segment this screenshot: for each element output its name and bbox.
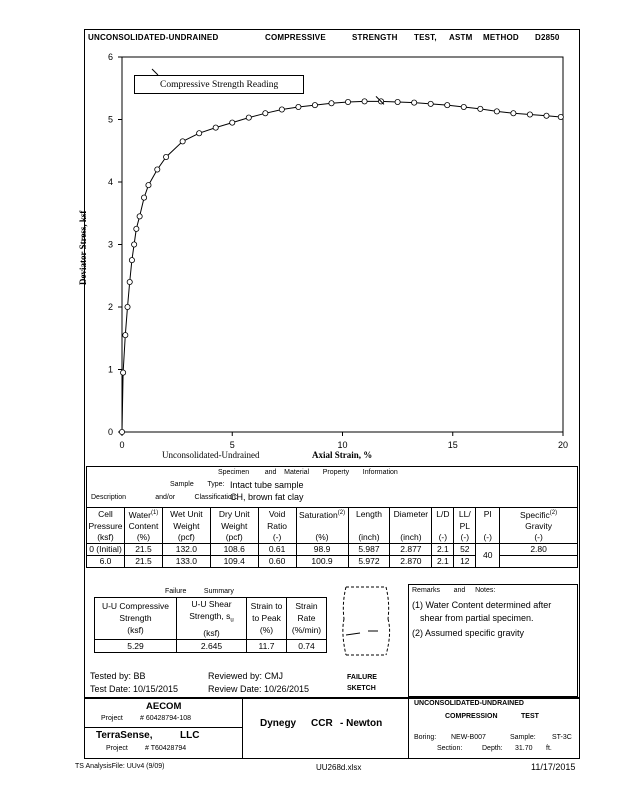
x-axis-label: Axial Strain, % xyxy=(312,450,373,460)
fs-hdr-compressive xyxy=(95,598,177,640)
data-point xyxy=(127,279,132,284)
data-point xyxy=(132,242,137,247)
data-point xyxy=(123,333,128,338)
cell: 52 xyxy=(454,543,476,555)
fs-shear-value: 2.645 xyxy=(177,639,247,652)
data-point xyxy=(141,195,146,200)
depth-value: 31.70 xyxy=(515,745,533,752)
props-header-row xyxy=(87,508,578,521)
data-point xyxy=(279,107,284,112)
data-point xyxy=(146,183,151,188)
hdr-dry-unit: Dry Unit xyxy=(210,508,258,521)
hdr2-wet: Weight xyxy=(162,521,210,532)
specimen-title-w1: Specimen xyxy=(218,469,250,476)
failure-summary-w2: Summary xyxy=(203,588,234,595)
data-point xyxy=(494,109,499,114)
note2-sup-sat: (2) xyxy=(337,510,346,516)
header-word-astm: ASTM xyxy=(449,33,473,42)
remarks-w1: Remarks xyxy=(412,587,441,594)
y-tick-label: 0 xyxy=(107,427,113,437)
y-tick-label: 6 xyxy=(107,52,113,62)
right-title-1: UNCONSOLIDATED-UNDRAINED xyxy=(414,700,524,707)
x-axis-prefix: Unconsolidated-Undrained xyxy=(162,450,260,460)
hdr-saturation xyxy=(296,508,348,521)
footer-divider-1 xyxy=(242,697,243,759)
data-point xyxy=(478,106,483,111)
cell: 108.6 xyxy=(210,543,258,555)
x-tick-label: 15 xyxy=(447,440,458,450)
fs-h00: U-U Compressive xyxy=(101,601,170,612)
description-label-w2: and/or xyxy=(155,494,176,501)
sample-label: Sample: xyxy=(510,734,536,741)
hdr3-sg: (-) xyxy=(500,532,578,544)
data-point xyxy=(197,131,202,136)
failure-summary-table-wrap xyxy=(94,597,327,653)
fs-hdr-rate xyxy=(287,598,327,640)
description-label-w3: Classification: xyxy=(194,494,238,501)
header-word-compressive: COMPRESSIVE xyxy=(265,33,326,42)
x-tick-label: 20 xyxy=(557,440,569,450)
boring-label: Boring: xyxy=(414,734,437,741)
fs-h30: Strain xyxy=(295,601,318,612)
y-tick-label: 2 xyxy=(107,302,113,312)
cell: 0.60 xyxy=(258,555,296,567)
footer-divider-h xyxy=(84,727,242,728)
series-line xyxy=(122,101,561,432)
sample-type-value: Intact tube sample xyxy=(230,480,304,490)
cell: 100.9 xyxy=(296,555,348,567)
chart-annotation: Compressive Strength Reading xyxy=(160,80,279,90)
client-name: Dynegy xyxy=(260,718,297,729)
hdr3-sat: (%) xyxy=(296,532,348,544)
data-point xyxy=(511,111,516,116)
cell: 2.877 xyxy=(390,543,432,555)
hdr3-diam: (inch) xyxy=(390,532,432,544)
header-method-code: D2850 xyxy=(535,33,560,42)
data-point xyxy=(230,120,235,125)
section-label: Section: xyxy=(437,745,463,752)
cell: 2.870 xyxy=(390,555,432,567)
data-point xyxy=(164,154,169,159)
cell: 2.80 xyxy=(500,543,578,555)
footer-analysis-file: TS AnalysisFile: UUv4 (9/09) xyxy=(75,763,165,770)
fs-h02: (ksf) xyxy=(127,625,144,636)
x-tick-label: 10 xyxy=(337,440,348,450)
data-point xyxy=(121,370,126,375)
cell: 5.972 xyxy=(348,555,390,567)
aecom-project-label: Project xyxy=(101,715,123,722)
hdr-ld: L/D xyxy=(432,508,454,521)
cell: 98.9 xyxy=(296,543,348,555)
footer-divider-2 xyxy=(408,697,409,759)
fs-h11: Strength, s xyxy=(189,611,231,621)
data-point xyxy=(329,101,334,106)
cell: 5.987 xyxy=(348,543,390,555)
sample-value: ST-3C xyxy=(552,734,572,741)
fs-hdr-shear xyxy=(177,598,247,640)
hdr2-void: Ratio xyxy=(258,521,296,532)
y-axis-label: Deviator Stress, ksf xyxy=(78,210,88,285)
sketch-label-2: SKETCH xyxy=(347,685,376,692)
hdr2-diam xyxy=(390,521,432,532)
remark-line-1: (1) Water Content determined after xyxy=(412,600,552,610)
reviewed-by: Reviewed by: CMJ xyxy=(208,671,284,681)
description-label-w1: Description xyxy=(91,494,127,501)
properties-table xyxy=(86,507,578,568)
remark-line-2: shear from partial specimen. xyxy=(420,613,534,623)
data-point xyxy=(263,111,268,116)
data-point xyxy=(137,214,142,219)
depth-label: Depth: xyxy=(482,745,503,752)
remarks-w3: Notes: xyxy=(475,587,496,594)
cell: 12 xyxy=(454,555,476,567)
footer-date: 11/17/2015 xyxy=(531,762,576,772)
hdr-specific xyxy=(500,508,578,521)
cell: 2.1 xyxy=(432,555,454,567)
note2-sup-sg: (2) xyxy=(549,510,558,516)
boring-value: NEW-B007 xyxy=(451,734,486,741)
y-tick-label: 4 xyxy=(107,177,113,187)
hdr3-ld: (-) xyxy=(432,532,454,544)
specimen-title-w4: Property xyxy=(322,469,350,476)
fs-h32: (%/min) xyxy=(291,625,322,636)
data-point xyxy=(362,99,367,104)
description-value: CH, brown fat clay xyxy=(230,492,304,502)
cell: 133.0 xyxy=(162,555,210,567)
hdr2-llpl: PL xyxy=(454,521,476,532)
header-word-strength: STRENGTH xyxy=(352,33,398,42)
hdr3-water: (%) xyxy=(124,532,162,544)
ts-project: # T60428794 xyxy=(145,745,187,752)
hdr2-dry: Weight xyxy=(210,521,258,532)
fs-h31: Rate xyxy=(297,613,316,624)
data-point xyxy=(119,429,124,434)
fs-h20: Strain to xyxy=(250,601,283,612)
sample-type-label xyxy=(170,481,224,488)
hdr-diameter: Diameter xyxy=(390,508,432,521)
hdr-specific-text: Specific xyxy=(520,509,550,520)
failure-summary-table xyxy=(94,597,327,653)
fs-strain-peak-value: 11.7 xyxy=(247,639,287,652)
data-point xyxy=(125,304,130,309)
data-point xyxy=(180,139,185,144)
fs-su-sub: u xyxy=(230,617,234,624)
ts-project-label: Project xyxy=(106,745,128,752)
hdr2-ld xyxy=(432,521,454,532)
header-word-test: TEST, xyxy=(414,33,437,42)
specimen-title xyxy=(218,469,398,476)
hdr3-dry: (pcf) xyxy=(210,532,258,544)
hdr-pi: PI xyxy=(476,508,500,521)
props-header-row-2 xyxy=(87,521,578,532)
data-point xyxy=(412,100,417,105)
footer-filename: UU268d.xlsx xyxy=(316,763,362,772)
review-date: Review Date: 10/26/2015 xyxy=(208,684,310,694)
data-point xyxy=(345,99,350,104)
sample-type-label-w2: Type: xyxy=(207,481,225,488)
aecom-name: AECOM xyxy=(146,701,182,712)
terrasense-llc: LLC xyxy=(180,730,200,741)
data-point xyxy=(461,104,466,109)
fs-h12: (ksf) xyxy=(203,627,220,638)
data-point xyxy=(155,167,160,172)
y-tick-label: 5 xyxy=(107,114,113,125)
props-row-initial xyxy=(87,543,578,555)
data-point xyxy=(445,103,450,108)
cell: 2.1 xyxy=(432,543,454,555)
terrasense-name: TerraSense, xyxy=(96,730,153,741)
fs-header-row xyxy=(95,598,327,640)
y-tick-label: 1 xyxy=(107,364,113,375)
depth-unit: ft. xyxy=(546,745,552,752)
hdr-cell-pressure: Cell xyxy=(87,508,125,521)
cell: 132.0 xyxy=(162,543,210,555)
cell: 0 (Initial) xyxy=(87,543,125,555)
hdr2-pi xyxy=(476,521,500,532)
cell: 0.61 xyxy=(258,543,296,555)
hdr-wet-unit: Wet Unit xyxy=(162,508,210,521)
fs-h10: U-U Shear xyxy=(191,599,232,609)
hdr3-pi: (-) xyxy=(476,532,500,544)
specimen-title-w2: and xyxy=(264,469,277,476)
cell: 21.5 xyxy=(124,555,162,567)
data-point xyxy=(296,104,301,109)
hdr3-wet: (pcf) xyxy=(162,532,210,544)
hdr2-cell: Pressure xyxy=(88,520,123,531)
hdr2-sat xyxy=(296,521,348,532)
data-point xyxy=(129,258,134,263)
sample-type-label-w1: Sample xyxy=(170,481,194,488)
cell: 109.4 xyxy=(210,555,258,567)
data-point xyxy=(312,103,317,108)
data-point xyxy=(213,125,218,130)
props-row-final xyxy=(87,555,578,567)
header-word-method: METHOD xyxy=(483,33,519,42)
hdr-water-content-text: Water xyxy=(128,509,151,520)
fs-hdr-strain-peak xyxy=(247,598,287,640)
data-point xyxy=(544,113,549,118)
failure-sketch-icon xyxy=(338,583,394,673)
hdr2-water: Content xyxy=(124,521,162,532)
fs-rate-value: 0.74 xyxy=(287,639,327,652)
fs-compressive-value: 5.29 xyxy=(95,639,177,652)
hdr-length: Length xyxy=(348,508,390,521)
hdr3-void: (-) xyxy=(258,532,296,544)
data-point xyxy=(428,101,433,106)
right-title-2: COMPRESSION xyxy=(445,713,498,720)
cell xyxy=(500,555,578,567)
right-title-3: TEST xyxy=(521,713,539,720)
site-code: CCR xyxy=(311,718,333,729)
remark-line-3: (2) Assumed specific gravity xyxy=(412,628,525,638)
failure-summary-w1: Failure xyxy=(165,588,187,595)
y-tick-label: 3 xyxy=(107,239,113,250)
data-point xyxy=(527,112,532,117)
note1-sup: (1) xyxy=(150,510,159,516)
hdr-llpl: LL/ xyxy=(454,508,476,521)
description-label xyxy=(91,494,238,501)
hdr-void: Void xyxy=(258,508,296,521)
pi-value: 40 xyxy=(476,543,500,567)
hdr-saturation-text: Saturation xyxy=(298,509,338,520)
x-tick-label: 5 xyxy=(229,440,235,450)
tested-by: Tested by: BB xyxy=(90,671,146,681)
aecom-project: # 60428794-108 xyxy=(140,715,191,722)
x-tick-label: 0 xyxy=(119,440,125,450)
specimen-title-w5: Information xyxy=(362,469,398,476)
data-point xyxy=(395,99,400,104)
failure-summary-title xyxy=(165,588,234,595)
data-point xyxy=(246,115,251,120)
site-name: - Newton xyxy=(340,718,383,729)
cell: 6.0 xyxy=(87,555,125,567)
test-date: Test Date: 10/15/2015 xyxy=(90,684,179,694)
hdr3-llpl: (-) xyxy=(454,532,476,544)
data-point xyxy=(558,114,563,119)
sketch-label-1: FAILURE xyxy=(347,674,377,681)
specimen-title-w3: Material xyxy=(284,469,310,476)
data-point xyxy=(134,226,139,231)
fs-h22: (%) xyxy=(259,625,274,636)
hdr-water-content xyxy=(124,508,162,521)
fs-h01: Strength xyxy=(119,613,152,624)
hdr3-cell: (ksf) xyxy=(87,532,125,544)
props-header-row-3 xyxy=(87,532,578,544)
remarks-title xyxy=(412,587,495,594)
hdr2-length xyxy=(348,521,390,532)
fs-h21: to Peak xyxy=(252,613,281,624)
fs-values-row xyxy=(95,639,327,652)
header-test-type: UNCONSOLIDATED-UNDRAINED xyxy=(88,33,219,42)
remarks-w2: and xyxy=(453,587,466,594)
cell: 21.5 xyxy=(124,543,162,555)
hdr2-sg: Gravity xyxy=(500,521,578,532)
hdr3-length: (inch) xyxy=(348,532,390,544)
